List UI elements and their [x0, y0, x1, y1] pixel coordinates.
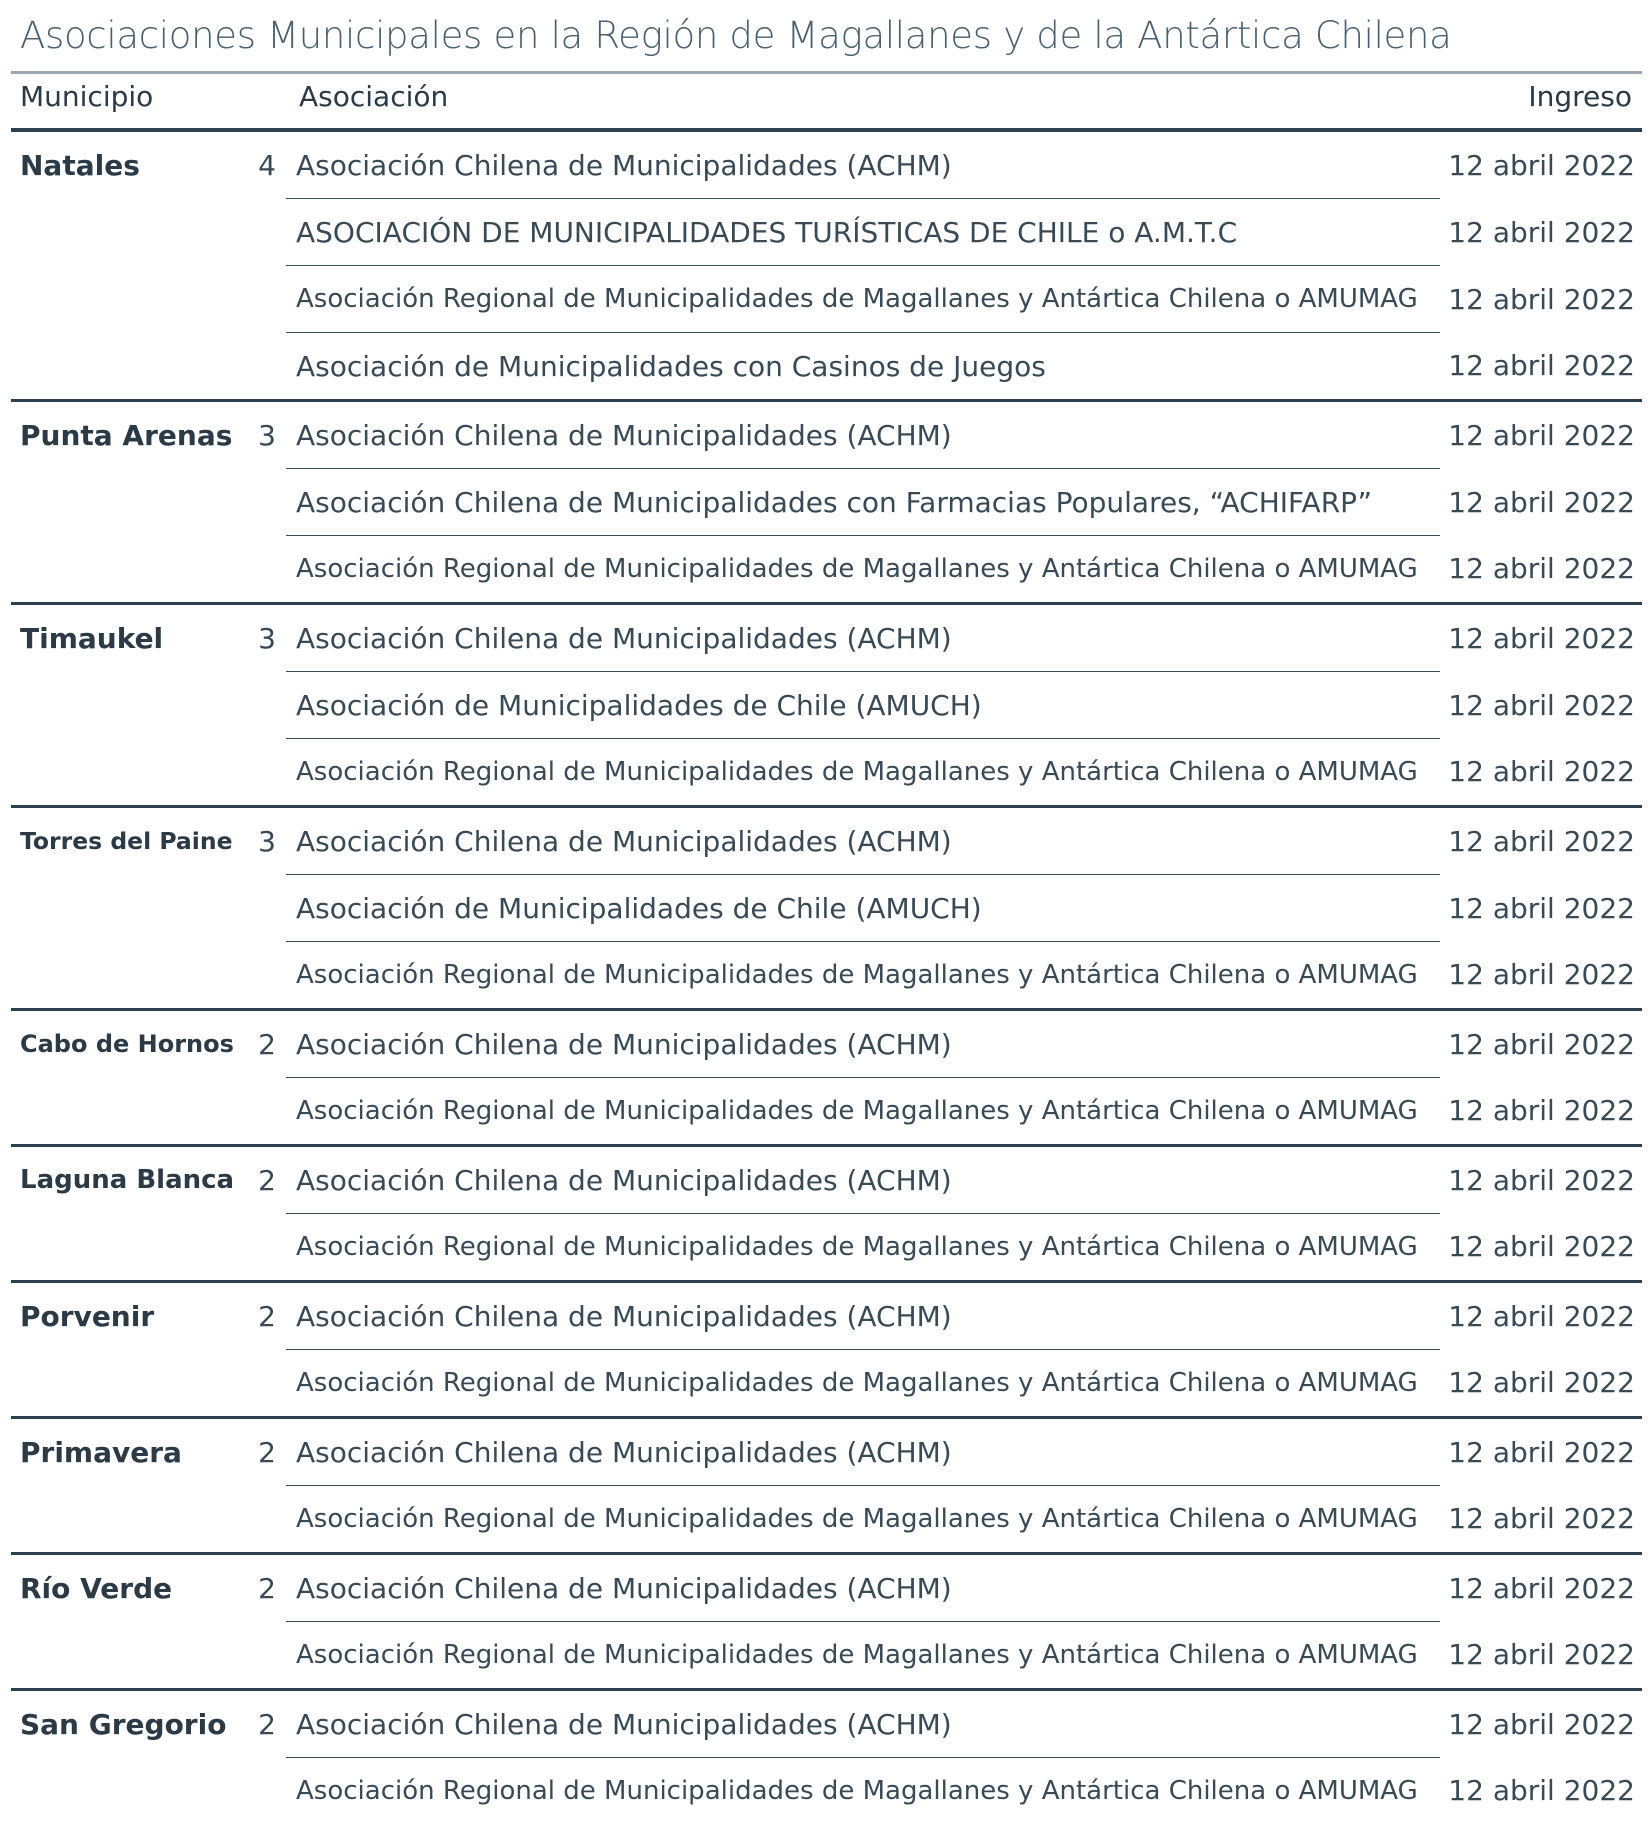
- association-name: Asociación Regional de Municipalidades de Magallanes y Antártica Chilena o AMUMAG: [286, 266, 1440, 333]
- association-count: 2: [240, 1418, 286, 1486]
- association-name: Asociación de Municipalidades de Chile (AMUCH): [286, 875, 1440, 942]
- ingreso-date: 12 abril 2022: [1448, 349, 1635, 383]
- ingreso-date: 12 abril 2022: [1448, 282, 1635, 316]
- municipio-name: Laguna Blanca: [11, 1146, 240, 1214]
- municipio-cell-empty: [11, 536, 240, 604]
- association-name: Asociación Chilena de Municipalidades (ACHM): [296, 148, 952, 182]
- table-row: [11, 1350, 1642, 1418]
- ingreso-date: 12 abril 2022: [1448, 1638, 1635, 1672]
- count-cell-empty: [240, 672, 286, 739]
- municipio-name: Natales: [20, 148, 140, 182]
- association-name: Asociación Chilena de Municipalidades (ACHM): [286, 1690, 1440, 1758]
- ingreso-date: 12 abril 2022: [1440, 1282, 1642, 1350]
- municipio-cell-empty: [11, 266, 240, 333]
- municipio-cell-empty: [11, 1350, 240, 1418]
- association-name: Asociación Regional de Municipalidades de Magallanes y Antártica Chilena o AMUMAG: [286, 536, 1440, 604]
- municipio-name: San Gregorio: [11, 1690, 240, 1758]
- association-name: Asociación Regional de Municipalidades de Magallanes y Antártica Chilena o AMUMAG: [286, 1214, 1440, 1282]
- association-name: Asociación Regional de Municipalidades de Magallanes y Antártica Chilena o AMUMAG: [286, 739, 1440, 807]
- table-row: [11, 1758, 1642, 1825]
- association-name: ASOCIACIÓN DE MUNICIPALIDADES TURÍSTICAS DE CHILE o A.M.T.C: [286, 199, 1440, 266]
- table-row: [11, 536, 1642, 604]
- ingreso-date: 12 abril 2022: [1448, 148, 1635, 182]
- municipio-name: Punta Arenas: [11, 401, 240, 469]
- count-cell-empty: [240, 536, 286, 604]
- association-name: Asociación Chilena de Municipalidades (ACHM): [286, 1146, 1440, 1214]
- table-header: [0, 80, 1650, 126]
- count-cell-empty: [240, 1758, 286, 1825]
- table-row: [11, 1486, 1642, 1554]
- header-asociacion: Asociación: [299, 80, 449, 113]
- ingreso-date: 12 abril 2022: [1448, 1366, 1635, 1400]
- ingreso-date: 12 abril 2022: [1448, 958, 1635, 992]
- ingreso-date: 12 abril 2022: [1440, 1146, 1642, 1214]
- ingreso-date: 12 abril 2022: [1440, 401, 1642, 469]
- count-cell-empty: [240, 739, 286, 807]
- table-row: [11, 266, 1642, 333]
- association-count: 3: [240, 807, 286, 875]
- association-count: 4: [258, 148, 276, 182]
- ingreso-date: 12 abril 2022: [1448, 891, 1635, 925]
- count-cell-empty: [240, 266, 286, 333]
- table-row: [11, 1146, 1642, 1214]
- ingreso-date: 12 abril 2022: [1448, 1230, 1635, 1264]
- ingreso-date: 12 abril 2022: [1440, 807, 1642, 875]
- count-cell-empty: [240, 942, 286, 1010]
- count-cell-empty: [240, 469, 286, 536]
- table-row: [11, 739, 1642, 807]
- table-row: [11, 1282, 1642, 1350]
- association-name: Asociación Regional de Municipalidades de Magallanes y Antártica Chilena o AMUMAG: [286, 1350, 1440, 1418]
- association-count: 2: [240, 1282, 286, 1350]
- table-row: [11, 1690, 1642, 1758]
- municipio-cell-empty: [11, 1214, 240, 1282]
- table-row: [11, 401, 1642, 469]
- municipio-cell-empty: [11, 1078, 240, 1146]
- municipio-cell-empty: [11, 739, 240, 807]
- table-row: [11, 1554, 1642, 1622]
- ingreso-date: 12 abril 2022: [1448, 552, 1635, 586]
- municipio-name: Río Verde: [11, 1554, 240, 1622]
- count-cell-empty: [240, 875, 286, 942]
- ingreso-date: 12 abril 2022: [1440, 1690, 1642, 1758]
- page-title: Asociaciones Municipales en la Región de Magallanes y de la Antártica Chilena: [20, 14, 1452, 57]
- association-name: Asociación Chilena de Municipalidades (ACHM): [286, 807, 1440, 875]
- municipio-cell-empty: [11, 333, 240, 401]
- table-row: [11, 1418, 1642, 1486]
- table-row: [11, 604, 1642, 672]
- table-row: [11, 1622, 1642, 1690]
- table-row: [11, 1214, 1642, 1282]
- table-row: [11, 807, 1642, 875]
- association-count: 2: [240, 1690, 286, 1758]
- municipio-name: Cabo de Hornos: [11, 1010, 240, 1078]
- municipio-cell-empty: [11, 1622, 240, 1690]
- table-row: [11, 132, 1642, 199]
- municipio-cell-empty: [11, 942, 240, 1010]
- count-cell-empty: [240, 199, 286, 266]
- association-name: Asociación Regional de Municipalidades de Magallanes y Antártica Chilena o AMUMAG: [286, 942, 1440, 1010]
- ingreso-date: 12 abril 2022: [1440, 1010, 1642, 1078]
- table-row: [11, 942, 1642, 1010]
- table-body: [11, 132, 1642, 1824]
- ingreso-date: 12 abril 2022: [1448, 215, 1635, 249]
- association-count: 2: [240, 1554, 286, 1622]
- municipio-cell-empty: [11, 1758, 240, 1825]
- count-cell-empty: [240, 1622, 286, 1690]
- municipio-name: Timaukel: [11, 604, 240, 672]
- municipio-cell-empty: [11, 875, 240, 942]
- association-name: Asociación de Municipalidades de Chile (AMUCH): [286, 672, 1440, 739]
- table-row: [11, 875, 1642, 942]
- ingreso-date: 12 abril 2022: [1448, 688, 1635, 722]
- association-name: Asociación Chilena de Municipalidades (ACHM): [286, 1418, 1440, 1486]
- association-name: Asociación Regional de Municipalidades de Magallanes y Antártica Chilena o AMUMAG: [286, 1622, 1440, 1690]
- ingreso-date: 12 abril 2022: [1448, 485, 1635, 519]
- municipio-name: Porvenir: [11, 1282, 240, 1350]
- association-name: Asociación Regional de Municipalidades de Magallanes y Antártica Chilena o AMUMAG: [286, 1758, 1440, 1825]
- association-count: 2: [240, 1146, 286, 1214]
- association-name: Asociación Chilena de Municipalidades (ACHM): [286, 1282, 1440, 1350]
- table-row: [11, 672, 1642, 739]
- table-row: [11, 333, 1642, 401]
- table-row: [11, 1010, 1642, 1078]
- ingreso-date: 12 abril 2022: [1448, 1094, 1635, 1128]
- ingreso-date: 12 abril 2022: [1440, 1418, 1642, 1486]
- count-cell-empty: [240, 1486, 286, 1554]
- table-row: [11, 1078, 1642, 1146]
- ingreso-date: 12 abril 2022: [1448, 1774, 1635, 1808]
- municipio-cell-empty: [11, 1486, 240, 1554]
- association-count: 3: [240, 604, 286, 672]
- association-name: Asociación Chilena de Municipalidades con Farmacias Populares, “ACHIFARP”: [286, 469, 1440, 536]
- ingreso-date: 12 abril 2022: [1448, 755, 1635, 789]
- count-cell-empty: [240, 1214, 286, 1282]
- association-name: Asociación Regional de Municipalidades de Magallanes y Antártica Chilena o AMUMAG: [286, 1078, 1440, 1146]
- municipio-name: Torres del Paine: [11, 807, 240, 875]
- association-name: Asociación Regional de Municipalidades de Magallanes y Antártica Chilena o AMUMAG: [286, 1486, 1440, 1554]
- ingreso-date: 12 abril 2022: [1440, 604, 1642, 672]
- association-name: Asociación Chilena de Municipalidades (ACHM): [286, 1010, 1440, 1078]
- table-row: [11, 199, 1642, 266]
- header-municipio: Municipio: [20, 80, 154, 113]
- ingreso-date: 12 abril 2022: [1448, 1502, 1635, 1536]
- association-name: Asociación Chilena de Municipalidades (ACHM): [286, 1554, 1440, 1622]
- municipio-name: Primavera: [11, 1418, 240, 1486]
- ingreso-date: 12 abril 2022: [1440, 1554, 1642, 1622]
- municipio-cell-empty: [11, 199, 240, 266]
- municipio-cell-empty: [11, 672, 240, 739]
- association-name: Asociación Chilena de Municipalidades (ACHM): [286, 604, 1440, 672]
- count-cell-empty: [240, 1078, 286, 1146]
- header-ingreso: Ingreso: [1528, 80, 1632, 113]
- associations-table: [11, 132, 1642, 1824]
- municipio-cell-empty: [11, 469, 240, 536]
- count-cell-empty: [240, 333, 286, 401]
- count-cell-empty: [240, 1350, 286, 1418]
- association-count: 3: [240, 401, 286, 469]
- title-divider: [11, 71, 1642, 74]
- association-count: 2: [240, 1010, 286, 1078]
- table-row: [11, 469, 1642, 536]
- association-name: Asociación Chilena de Municipalidades (ACHM): [286, 401, 1440, 469]
- association-name: Asociación de Municipalidades con Casinos de Juegos: [286, 333, 1440, 401]
